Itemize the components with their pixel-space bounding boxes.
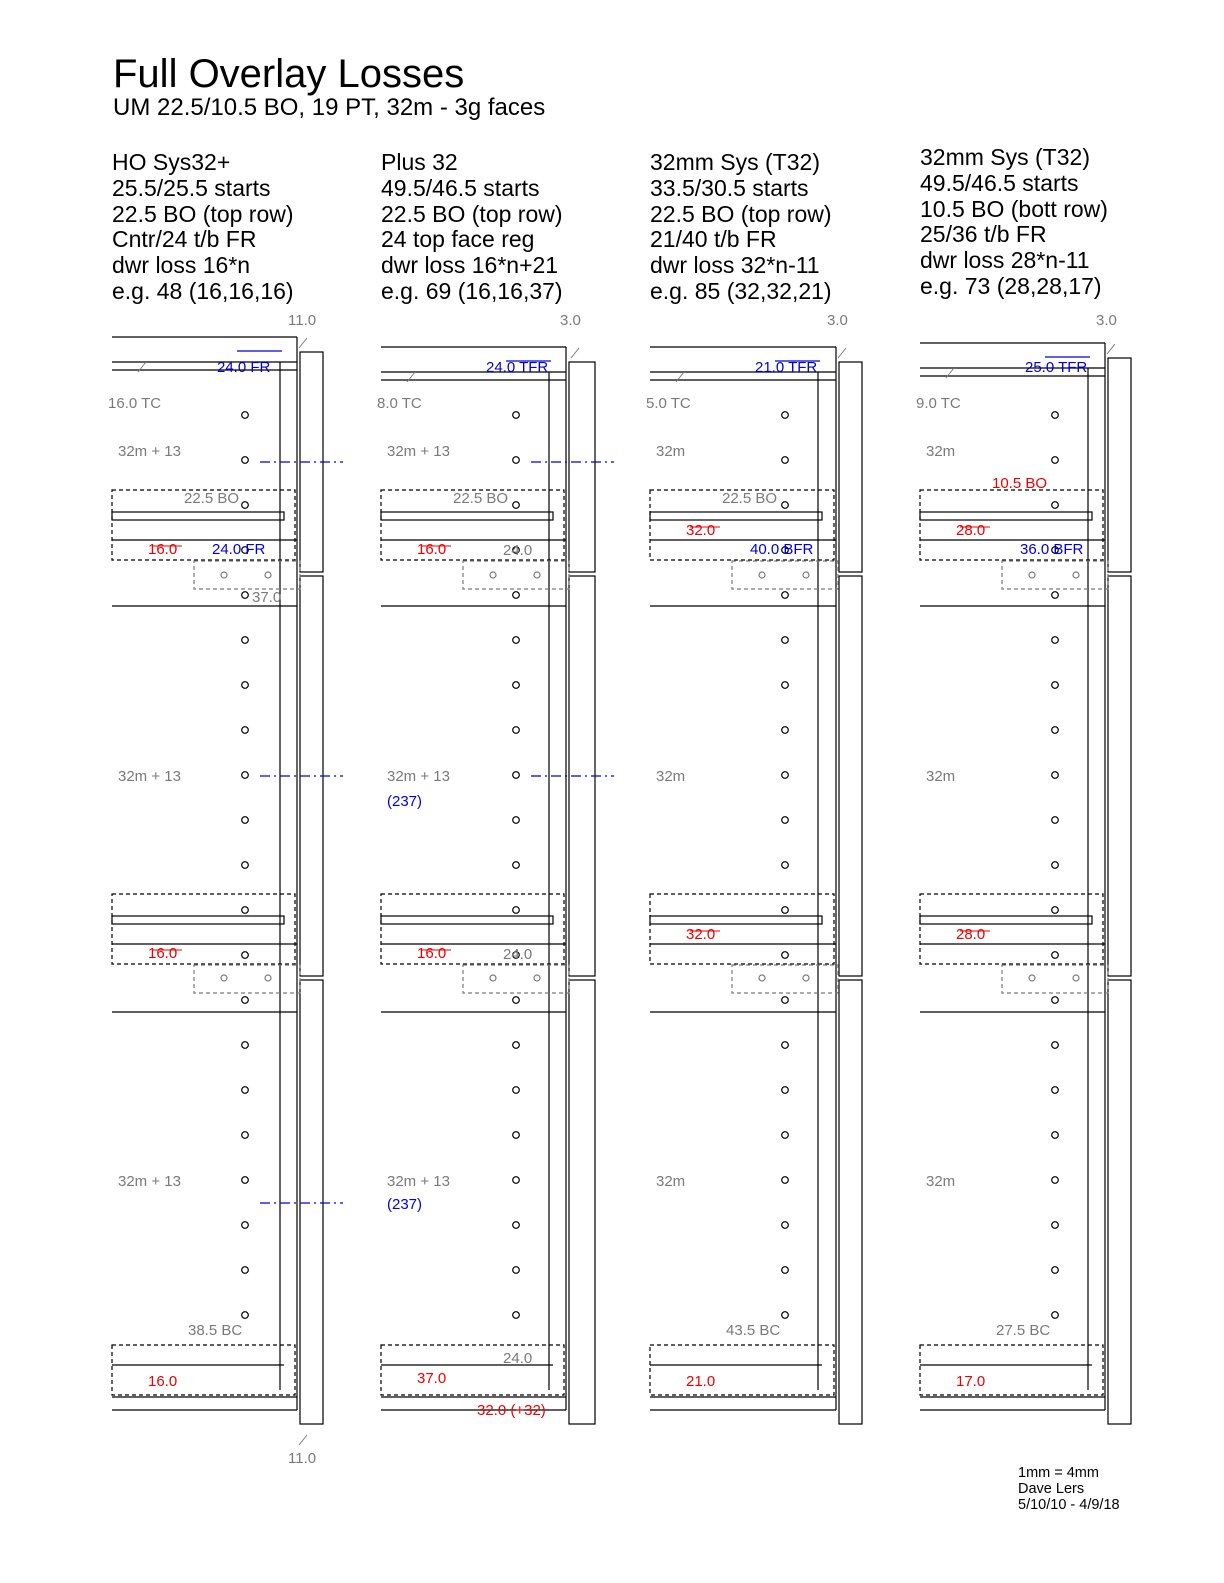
system-hole — [242, 817, 249, 824]
system-hole — [1052, 1087, 1059, 1094]
hinge-hole — [1073, 975, 1079, 981]
system-hole — [1052, 1267, 1059, 1274]
hole-spacing-label: 32m + 13 — [387, 768, 450, 785]
system-hole — [242, 1267, 249, 1274]
drawer-rail — [920, 916, 1092, 924]
hinge-plate — [194, 561, 300, 589]
system-hole — [1052, 862, 1059, 869]
system-hole — [1052, 1132, 1059, 1139]
system-hole — [513, 772, 520, 779]
system-hole — [513, 997, 520, 1004]
hole-spacing-label: 32m + 13 — [387, 443, 450, 460]
spec-line: Plus 32 — [381, 149, 458, 175]
system-hole — [513, 592, 520, 599]
hinge-hole — [221, 975, 227, 981]
page-title: Full Overlay Losses — [113, 52, 465, 96]
face-reg-label: 24.0 — [503, 1350, 533, 1367]
top-clearance-label: 9.0 TC — [916, 395, 961, 412]
hinge-hole — [759, 975, 765, 981]
dimension-tick — [1107, 344, 1115, 354]
hinge-hole — [265, 572, 271, 578]
drawer-rail — [920, 512, 1092, 520]
drawer-loss-label: 16.0 — [148, 541, 178, 558]
system-hole — [513, 412, 520, 419]
bottom-clearance-label: 43.5 BC — [726, 1322, 781, 1339]
system-hole — [242, 457, 249, 464]
bottom-loss-extra-label: 32.0 (+32) — [477, 1402, 546, 1419]
spec-line: dwr loss 16*n+21 — [381, 252, 559, 279]
bottom-clearance-label: 27.5 BC — [996, 1322, 1051, 1339]
drawer-rail — [381, 512, 553, 520]
scale-note: 1mm = 4mm — [1018, 1465, 1099, 1481]
system-hole — [513, 1267, 520, 1274]
drawer-box-outline — [381, 894, 564, 964]
drawing-dates: 5/10/10 - 4/9/18 — [1018, 1497, 1120, 1513]
system-hole — [782, 817, 789, 824]
hole-spacing-label: 32m — [656, 443, 686, 460]
system-hole — [782, 862, 789, 869]
bottom-clearance-label: 38.5 BC — [188, 1322, 243, 1339]
bottom-loss-label: 16.0 — [148, 1373, 178, 1390]
system-hole — [513, 862, 520, 869]
face-reg-label: 24.0 — [503, 946, 533, 963]
hole-spacing-label: 32m + 13 — [118, 1173, 181, 1190]
system-hole — [242, 727, 249, 734]
system-hole — [242, 412, 249, 419]
drawer-loss-label: 28.0 — [956, 926, 986, 943]
system-hole — [1052, 592, 1059, 599]
door-face — [569, 362, 595, 572]
top-reg-label: 24.0 TFR — [486, 359, 549, 376]
hinge-plate — [732, 965, 838, 993]
system-hole — [1052, 412, 1059, 419]
system-hole — [782, 412, 789, 419]
top-clearance-label: 5.0 TC — [646, 395, 691, 412]
top-clearance-label: 8.0 TC — [377, 395, 422, 412]
bottom-loss-label: 17.0 — [956, 1373, 986, 1390]
hole-spacing-label: 32m + 13 — [387, 1173, 450, 1190]
bore-offset-label: 22.5 BO — [722, 490, 778, 507]
system-hole — [513, 1132, 520, 1139]
top-gap-label: 3.0 — [1096, 312, 1117, 329]
top-reg-label: 25.0 TFR — [1025, 359, 1088, 376]
spec-line: dwr loss 16*n — [112, 252, 251, 279]
drawer-box-outline — [112, 1345, 295, 1395]
drawer-loss-label: 32.0 — [686, 926, 716, 943]
drawer-rail — [650, 512, 822, 520]
system-hole — [513, 637, 520, 644]
system-hole — [1052, 997, 1059, 1004]
system-hole — [242, 862, 249, 869]
hole-spacing-label: 32m — [926, 443, 956, 460]
system-hole — [513, 817, 520, 824]
system-hole — [1052, 907, 1059, 914]
system-hole — [1052, 1312, 1059, 1319]
bottom-loss-label: 37.0 — [417, 1370, 447, 1387]
drawer-box-outline — [650, 1345, 834, 1395]
hole-spacing-label: 32m — [926, 768, 956, 785]
system-hole — [782, 1132, 789, 1139]
system-hole — [1052, 817, 1059, 824]
system-hole — [242, 907, 249, 914]
system-hole — [513, 727, 520, 734]
system-hole — [782, 1222, 789, 1229]
hinge-hole — [221, 572, 227, 578]
drawer-rail — [112, 916, 284, 924]
system-hole — [242, 772, 249, 779]
bore-offset-label: 10.5 BO — [992, 475, 1048, 492]
top-gap-label: 11.0 — [288, 312, 317, 329]
dimension-tick — [838, 348, 846, 358]
system-hole — [782, 1087, 789, 1094]
dimension-tick — [299, 338, 307, 348]
system-hole — [242, 1222, 249, 1229]
hinge-hole — [490, 572, 496, 578]
spec-line: 21/40 t/b FR — [650, 226, 777, 253]
drawer-rail — [112, 512, 284, 520]
hinge-plate — [463, 561, 569, 589]
bore-offset-label: 22.5 BO — [453, 490, 509, 507]
drawer-box-outline — [650, 894, 834, 964]
drawer-loss-label: 16.0 — [148, 945, 178, 962]
drawer-box-outline — [112, 894, 295, 964]
system-hole — [782, 502, 789, 509]
door-face — [569, 980, 595, 1424]
system-hole — [242, 682, 249, 689]
system-hole — [242, 1177, 249, 1184]
spec-line: 25/36 t/b FR — [920, 221, 1047, 248]
system-hole — [513, 1222, 520, 1229]
spec-line: e.g. 48 (16,16,16) — [112, 277, 294, 304]
author-name: Dave Lers — [1018, 1481, 1085, 1497]
drawer-loss-label: 16.0 — [417, 945, 447, 962]
spec-line: dwr loss 28*n-11 — [920, 247, 1090, 274]
bottom-reg-label: 40.0 BFR — [750, 541, 814, 558]
hinge-hole — [1029, 975, 1035, 981]
system-hole — [782, 637, 789, 644]
system-hole — [242, 637, 249, 644]
system-hole — [1052, 727, 1059, 734]
system-hole — [513, 1087, 520, 1094]
drawer-loss-label: 32.0 — [686, 522, 716, 539]
system-hole — [513, 1177, 520, 1184]
hinge-hole — [265, 975, 271, 981]
spec-line: 49.5/46.5 starts — [920, 169, 1079, 196]
spec-line: 49.5/46.5 starts — [381, 174, 540, 201]
system-hole — [782, 772, 789, 779]
system-hole — [782, 1177, 789, 1184]
hole-spacing-note: (237) — [387, 793, 423, 810]
hinge-hole — [1073, 572, 1079, 578]
spec-line: 22.5 BO (top row) — [381, 200, 563, 227]
door-face — [839, 362, 862, 572]
hinge-hole — [803, 572, 809, 578]
system-hole — [1052, 1177, 1059, 1184]
system-hole — [1052, 1222, 1059, 1229]
hole-spacing-label: 32m + 13 — [118, 768, 181, 785]
hinge-hole — [803, 975, 809, 981]
hinge-hole — [759, 572, 765, 578]
hinge-hole — [490, 975, 496, 981]
system-hole — [782, 1267, 789, 1274]
drawer-rail — [381, 916, 553, 924]
door-face — [1108, 358, 1131, 572]
hole-spacing-label: 32m — [926, 1173, 956, 1190]
bottom-reg-label: 36.0 BFR — [1020, 541, 1084, 558]
drawer-box-outline — [381, 1345, 564, 1395]
system-hole — [782, 907, 789, 914]
system-hole — [782, 727, 789, 734]
system-hole — [242, 952, 249, 959]
spec-line: 24 top face reg — [381, 226, 535, 253]
spec-line: 32mm Sys (T32) — [920, 144, 1090, 170]
system-hole — [782, 457, 789, 464]
spec-line: 33.5/30.5 starts — [650, 174, 809, 201]
drawer-box-outline — [920, 894, 1103, 964]
spec-line: 22.5 BO (top row) — [112, 200, 294, 227]
system-hole — [1052, 457, 1059, 464]
system-hole — [242, 502, 249, 509]
hinge-plate — [1002, 965, 1108, 993]
hole-spacing-label: 32m + 13 — [118, 443, 181, 460]
system-hole — [242, 1132, 249, 1139]
system-hole — [513, 682, 520, 689]
system-hole — [782, 682, 789, 689]
system-hole — [782, 952, 789, 959]
hinge-plate — [732, 561, 838, 589]
system-hole — [1052, 1042, 1059, 1049]
system-hole — [513, 502, 520, 509]
face-reg-label: 24.0 — [503, 542, 533, 559]
system-hole — [242, 997, 249, 1004]
system-hole — [242, 592, 249, 599]
system-hole — [513, 457, 520, 464]
bottom-reg-label: 24.0 FR — [212, 541, 266, 558]
dimension-tick — [299, 1435, 307, 1445]
spec-line: 25.5/25.5 starts — [112, 174, 271, 201]
page-subtitle: UM 22.5/10.5 BO, 19 PT, 32m - 3g faces — [113, 94, 546, 121]
system-hole — [782, 1042, 789, 1049]
system-hole — [513, 1312, 520, 1319]
hole-spacing-label: 32m — [656, 768, 686, 785]
hole-spacing-note: (237) — [387, 1196, 423, 1213]
hinge-hole — [534, 572, 540, 578]
door-face — [839, 576, 862, 976]
system-hole — [242, 1087, 249, 1094]
bottom-loss-label: 21.0 — [686, 1373, 716, 1390]
system-hole — [242, 1042, 249, 1049]
bottom-gap-label: 11.0 — [288, 1450, 317, 1467]
spec-line: 32mm Sys (T32) — [650, 149, 820, 175]
hole-spacing-label: 32m — [656, 1173, 686, 1190]
top-gap-label: 3.0 — [827, 312, 848, 329]
bore-offset-label: 22.5 BO — [184, 490, 240, 507]
spec-line: Cntr/24 t/b FR — [112, 226, 257, 253]
system-hole — [1052, 637, 1059, 644]
hinge-plate — [463, 965, 569, 993]
spec-line: dwr loss 32*n-11 — [650, 252, 820, 279]
hinge-plate — [194, 965, 300, 993]
drawer-loss-label: 28.0 — [956, 522, 986, 539]
spec-line: 10.5 BO (bott row) — [920, 195, 1108, 222]
spec-line: 22.5 BO (top row) — [650, 200, 832, 227]
drawing-credits — [1018, 1465, 1120, 1513]
system-hole — [1052, 682, 1059, 689]
system-hole — [782, 592, 789, 599]
system-hole — [513, 1042, 520, 1049]
top-reg-label: 24.0 FR — [217, 359, 271, 376]
system-hole — [513, 907, 520, 914]
system-hole — [1052, 952, 1059, 959]
system-hole — [782, 1312, 789, 1319]
spec-line: e.g. 73 (28,28,17) — [920, 272, 1102, 299]
top-gap-label: 3.0 — [560, 312, 581, 329]
hinge-hole — [534, 975, 540, 981]
system-hole — [782, 997, 789, 1004]
top-reg-label: 21.0 TFR — [755, 359, 818, 376]
system-hole — [1052, 772, 1059, 779]
hinge-hole — [1029, 572, 1035, 578]
spec-line: HO Sys32+ — [112, 149, 231, 175]
dimension-tick — [571, 348, 579, 358]
door-face — [839, 980, 862, 1424]
system-hole — [1052, 502, 1059, 509]
door-face — [1108, 576, 1131, 976]
spec-line: e.g. 69 (16,16,37) — [381, 277, 563, 304]
top-clearance-label: 16.0 TC — [108, 395, 162, 412]
system-hole — [242, 1312, 249, 1319]
door-face — [1108, 980, 1131, 1424]
drawer-box-outline — [920, 1345, 1103, 1395]
door-face — [300, 980, 323, 1424]
hinge-offset-label: 37.0 — [252, 589, 282, 606]
drawer-loss-label: 16.0 — [417, 541, 447, 558]
drawer-rail — [650, 916, 822, 924]
spec-line: e.g. 85 (32,32,21) — [650, 277, 832, 304]
hinge-plate — [1002, 561, 1108, 589]
